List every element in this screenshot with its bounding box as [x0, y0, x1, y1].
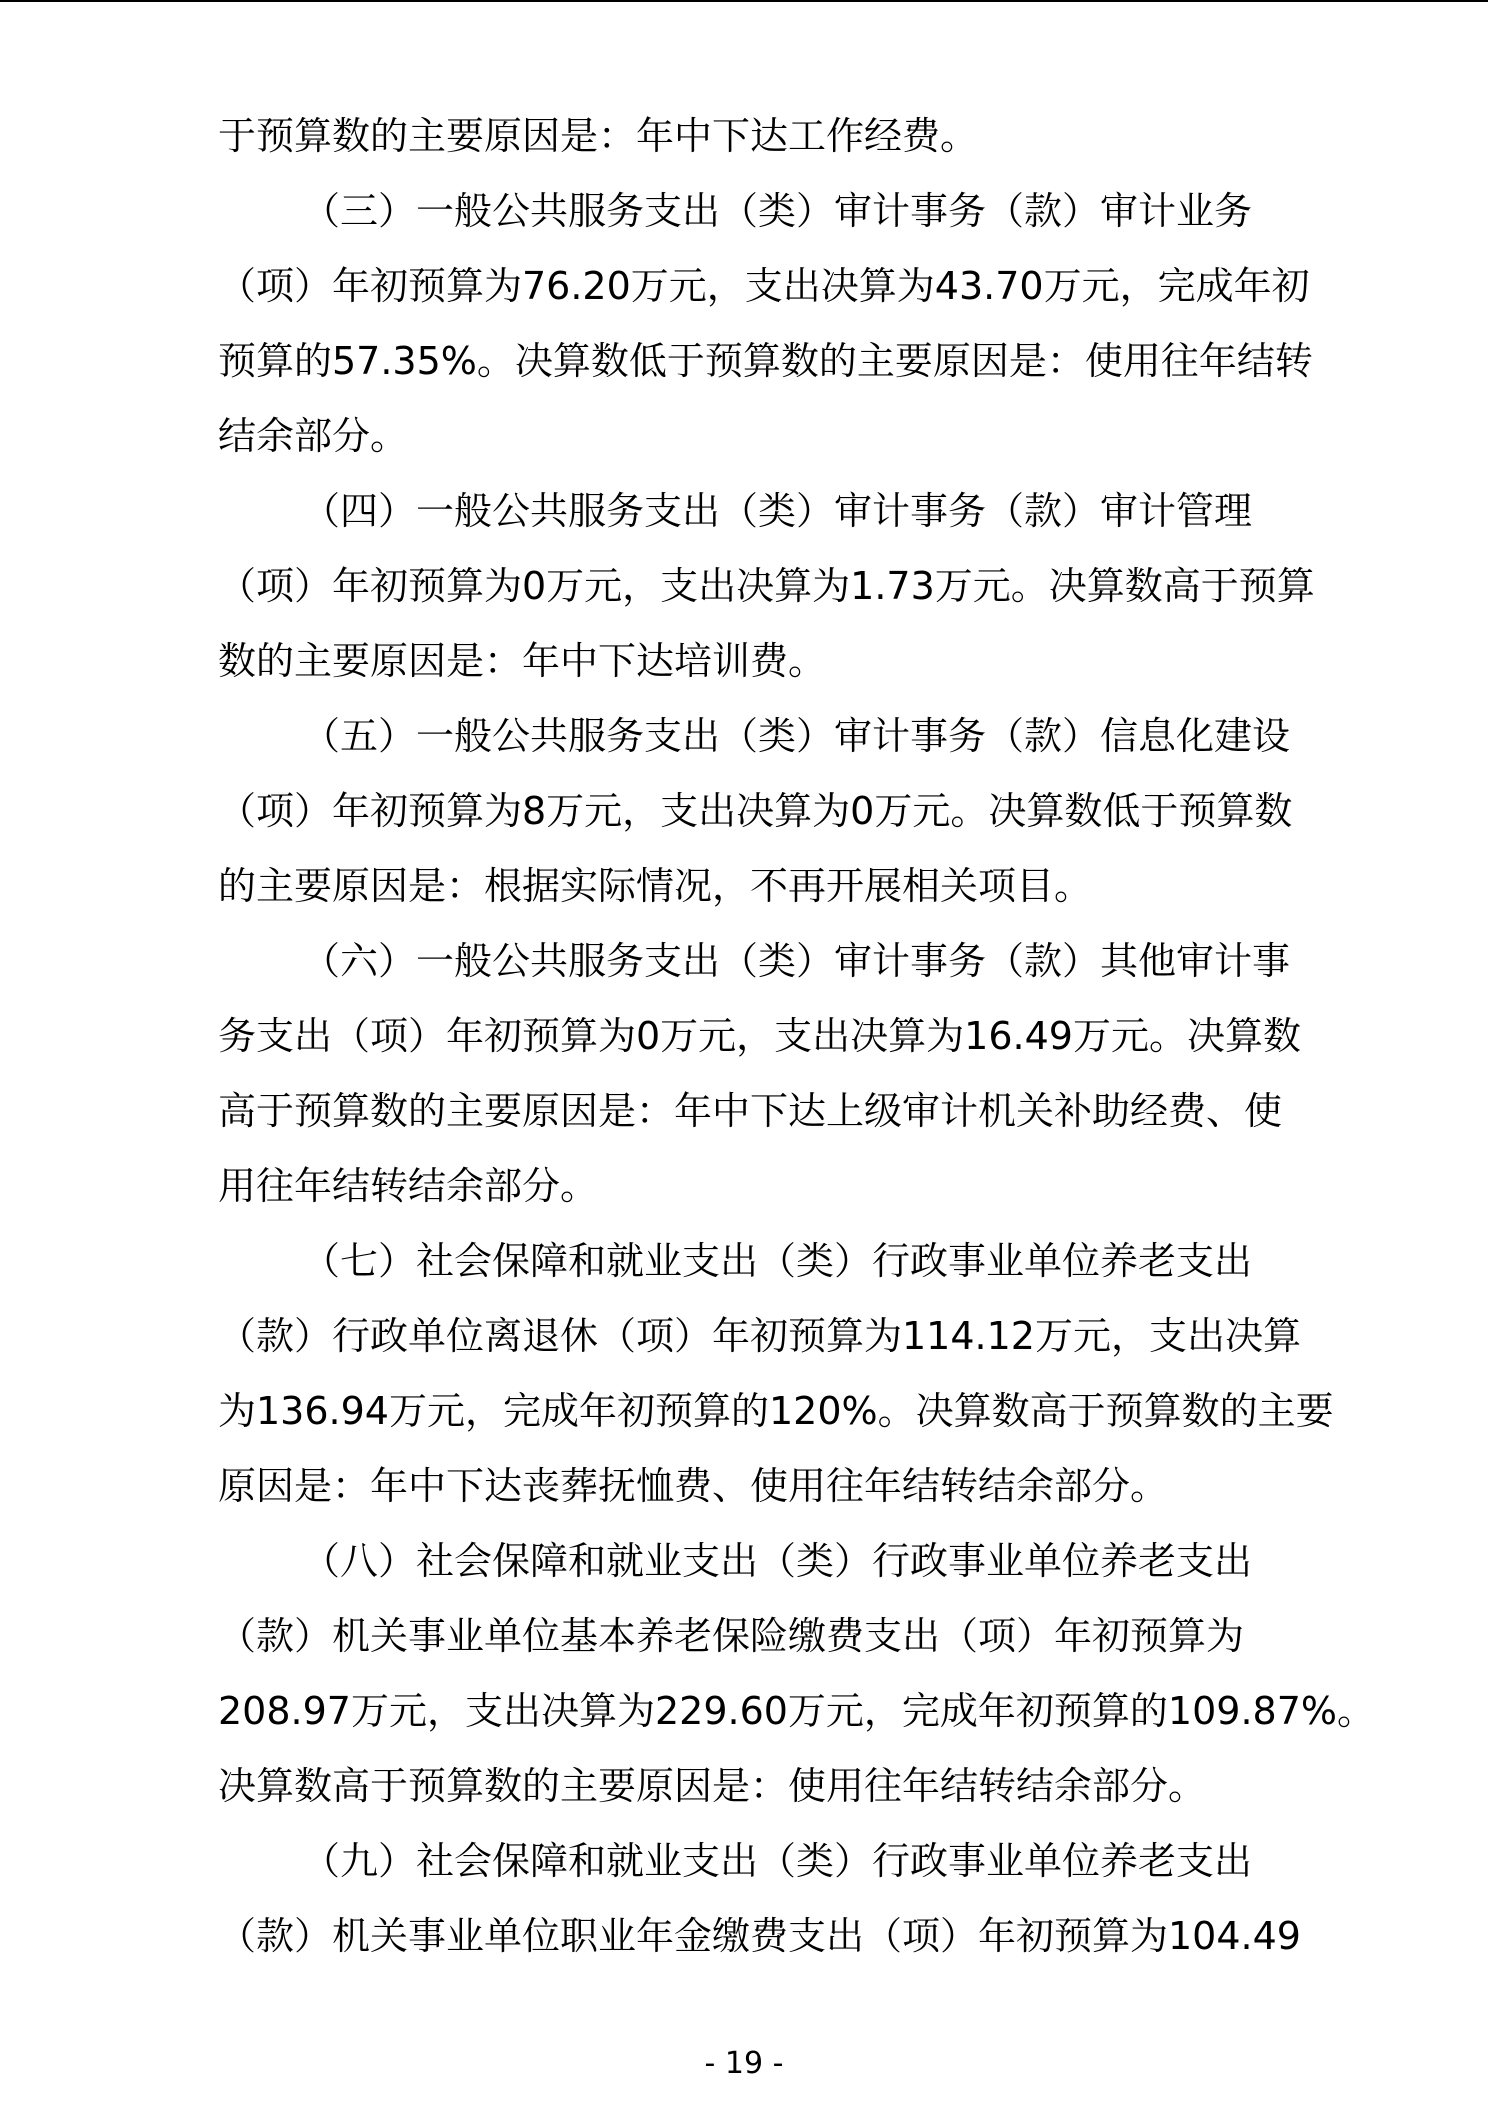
- text-line: 的主要原因是：根据实际情况，不再开展相关项目。: [218, 864, 1093, 908]
- text-line: 数的主要原因是：年中下达培训费。: [218, 639, 827, 683]
- text-line: 用往年结转结余部分。: [218, 1164, 599, 1208]
- text-line: 于预算数的主要原因是：年中下达工作经费。: [218, 114, 979, 158]
- body-text: [218, 99, 1375, 1974]
- text-line: 高于预算数的主要原因是：年中下达上级审计机关补助经费、使: [218, 1089, 1283, 1133]
- page-number: - 19 -: [704, 2046, 784, 2081]
- text-line: 务支出（项）年初预算为0万元，支出决算为16.49万元。决算数: [218, 1014, 1301, 1058]
- text-line: （项）年初预算为0万元，支出决算为1.73万元。决算数高于预算: [218, 564, 1315, 608]
- paragraph-heading-5: （五）一般公共服务支出（类）审计事务（款）信息化建设: [302, 714, 1291, 758]
- paragraph-heading-8: （八）社会保障和就业支出（类）行政事业单位养老支出: [302, 1539, 1253, 1583]
- text-line: 为136.94万元，完成年初预算的120%。决算数高于预算数的主要: [218, 1389, 1334, 1433]
- text-line: 原因是：年中下达丧葬抚恤费、使用往年结转结余部分。: [218, 1464, 1169, 1508]
- paragraph-heading-7: （七）社会保障和就业支出（类）行政事业单位养老支出: [302, 1239, 1253, 1283]
- text-line: （款）机关事业单位基本养老保险缴费支出（项）年初预算为: [218, 1614, 1245, 1658]
- text-line: （项）年初预算为8万元，支出决算为0万元。决算数低于预算数: [218, 789, 1293, 833]
- paragraph-heading-6: （六）一般公共服务支出（类）审计事务（款）其他审计事: [302, 939, 1291, 983]
- text-line: （项）年初预算为76.20万元，支出决算为43.70万元，完成年初: [218, 264, 1310, 308]
- paragraph-heading-3: （三）一般公共服务支出（类）审计事务（款）审计业务: [302, 189, 1253, 233]
- text-line: 决算数高于预算数的主要原因是：使用往年结转结余部分。: [218, 1764, 1207, 1808]
- paragraph-heading-9: （九）社会保障和就业支出（类）行政事业单位养老支出: [302, 1839, 1253, 1883]
- paragraph-heading-4: （四）一般公共服务支出（类）审计事务（款）审计管理: [302, 489, 1253, 533]
- text-line: （款）机关事业单位职业年金缴费支出（项）年初预算为104.49: [218, 1914, 1301, 1958]
- text-line: （款）行政单位离退休（项）年初预算为114.12万元，支出决算: [218, 1314, 1301, 1358]
- text-line: 结余部分。: [218, 414, 409, 458]
- text-line: 208.97万元，支出决算为229.60万元，完成年初预算的109.87%。: [218, 1689, 1375, 1733]
- text-line: 预算的57.35%。决算数低于预算数的主要原因是：使用往年结转: [218, 339, 1313, 383]
